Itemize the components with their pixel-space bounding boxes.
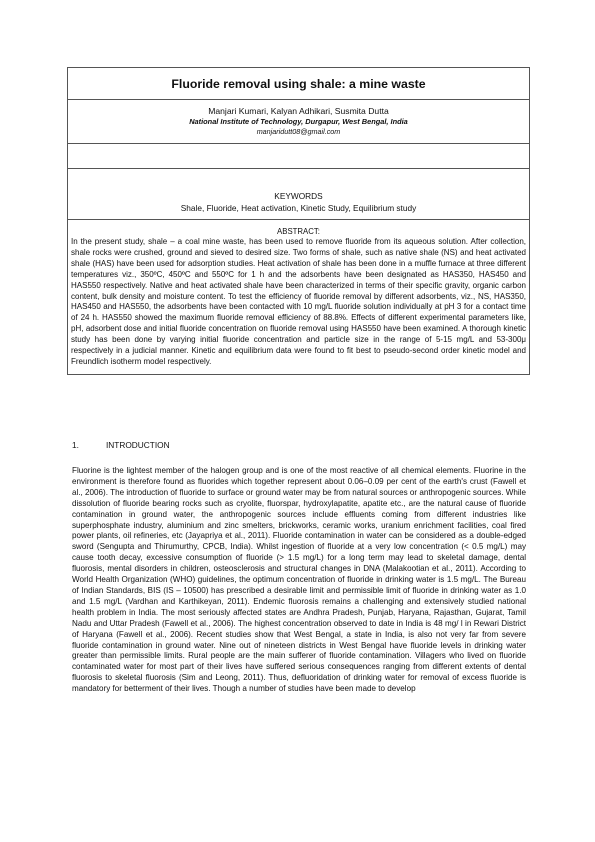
section-heading: [72, 440, 170, 450]
paper-title: Fluoride removal using shale: a mine waste: [171, 76, 426, 91]
affiliation: National Institute of Technology, Durgapur, West Bengal, India: [189, 117, 408, 126]
introduction-paragraph: Fluorine is the lightest member of the halogen group and is one of the most reactive of all chemical elements. Fluorine in the environment is therefore found as fluorides which together represent about 0.06–0.09 per cent of the earth's crust (Fawell et al., 2006). The introduction of fluoride to surface or ground water may be from natural sources or anthropogenic sources. While dissolution of fluoride bearing rocks such as cryolite, fluorspar, hydroxylapatite, apatite etc., are the natural cause of fluoride contamination in ground water, the anthropogenic sources include effluents coming from different industries like superphosphate industry, aluminium and zinc smelters, brickworks, ceramic works, uranium enrichment facilities, coal fired power plants, oil refineries, etc (Jayapriya et al., 2011). Fluoride contamination in water can be considered as a double-edged sword (Sengupta and Thirumurthy, CPCB, India). Whilst ingestion of fluoride at a very low concentration (< 0.5 mg/L) may cause tooth decay, excessive consumption of fluoride (> 1.5 mg/L) for a long term may lead to skeletal damage, dental fluorosis, mental disorders in children, osteosclerosis and structural changes in DNA (Malakootian et al., 2011). According to World Health Organization (WHO) guidelines, the optimum concentration of fluoride in drinking water is 1.5 mg/L. The Bureau of Indian Standards, BIS (IS – 10500) has prescribed a desirable limit and permissible limit of fluoride in drinking water as 1.0 and 1.5 mg/L (Vardhan and Karthikeyan, 2011). Endemic fluorosis remains a challenging and extensively studied national health problem in India. The most seriously affected states are Andhra Pradesh, Punjab, Haryana, Rajasthan, Gujarat, Tamil Nadu and Uttar Pradesh (Fawell et al., 2006). The highest concentration observed to date in India is 48 mg/ l in Rewari District of Haryana (Fawell et al., 2006). Recent studies show that West Bengal, a state in India, is also not very far from severe fluoride contamination in ground water. Nine out of nineteen districts in West Bengal have fluoride levels in drinking water greater than permissible limits. Rural people are the main sufferer of fluoride contamination. Villagers who lived on fluoride contaminated water for most part of their lives have suffered serious consequences ranging from different extents of dental fluorosis to skeletal fluorosis (Sim and Leong, 2011). Thus, defluoridation of drinking water for removal of excess fluoride is mandatory for betterment of their lives. Though a number of studies have been made to develop: [72, 466, 526, 694]
keywords-cell: [68, 169, 529, 220]
author-list: Manjari Kumari, Kalyan Adhikari, Susmita Dutta: [208, 106, 389, 116]
keywords-heading: KEYWORDS: [274, 191, 323, 201]
header-table: [67, 67, 530, 375]
section-number: 1.: [72, 440, 79, 450]
authors-cell: [68, 100, 529, 144]
title-cell: [68, 68, 529, 100]
empty-cell: [68, 144, 529, 169]
author-email: manjaridutt08@gmail.com: [256, 127, 341, 136]
section-title: INTRODUCTION: [106, 440, 170, 450]
abstract-text: In the present study, shale – a coal mine waste, has been used to remove fluoride from its aqueous solution. After collection, shale rocks were crushed, ground and sieved to desired size. Two forms of shale, such as native shale (NS) and heat activated shale (HAS) have been used for adsorption studies. Heat activation of shale has been done in a muffle furnace at three different temperatures viz., 350ºC, 450ºC and 550ºC for 1 h and the adsorbents have been designated as HAS350, HAS450 and HAS550 respectively. Native and heat activated shale have been characterized in terms of their specific gravity, organic carbon content, bulk density and moisture content. To test the efficiency of fluoride removal by different adsorbents, viz., NS, HAS350, HAS450 and HAS550, the adsorbents have been contacted with 10 mg/L fluoride solution individually at pH 3 for a contact time of 24 h. HAS550 showed the maximum fluoride removal efficiency of 88.8%. Effects of different experimental parameters like, pH, adsorbent dose and initial fluoride concentration on fluoride removal using HAS550 have been examined. A thorough kinetic study has been done by varying initial fluoride concentration and particle size in the range of 5-15 mg/L and 53-300μ respectively in a judicial manner. Kinetic and equilibrium data were found to fit best to pseudo-second order kinetic model and Freundlich isotherm model respectively.: [71, 237, 526, 366]
keywords-list: Shale, Fluoride, Heat activation, Kinetic Study, Equilibrium study: [180, 203, 417, 213]
abstract-cell: [68, 220, 529, 374]
abstract-heading: ABSTRACT:: [277, 227, 320, 236]
